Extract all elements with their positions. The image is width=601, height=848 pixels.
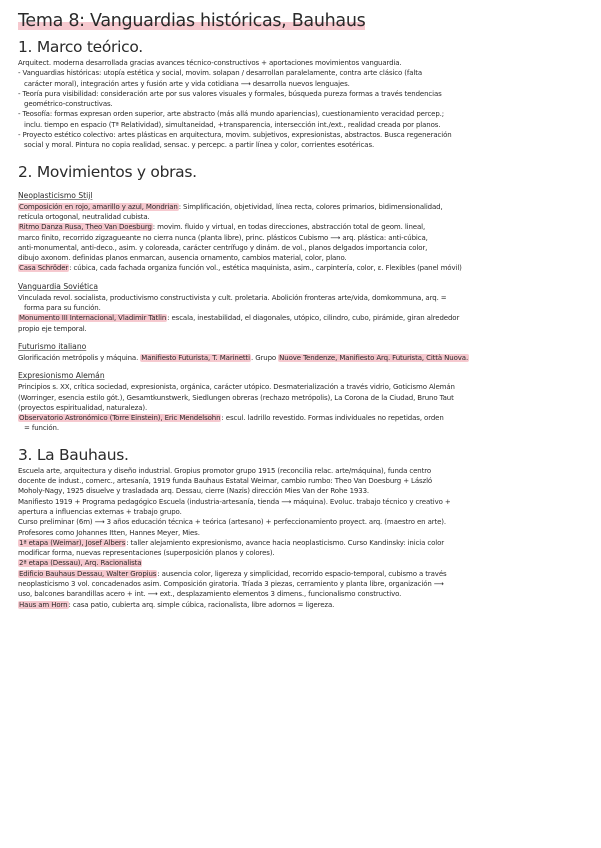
text-span: : escul. ladrillo revestido. Formas individuales no repetidas, orden — [221, 414, 444, 423]
highlighted-work: Nuove Tendenze, Manifiesto Arq. Futurista, Città Nuova. — [279, 353, 469, 362]
text-line: marco finito, recorrido zigzagueante no cierra nunca (planta libre), princ. plásticos Cubismo ⟶ arq. plástica: anti-cúbica, — [18, 233, 428, 242]
section-heading: 1. Marco teórico. — [18, 38, 143, 56]
text-line: = función. — [24, 424, 59, 433]
text-line: apertura a influencias externas + trabajo grupo. — [18, 507, 182, 516]
subheading-expresionismo: Expresionismo Alemán — [18, 371, 105, 381]
text-line — [18, 353, 585, 363]
text-span: : Simplificación, objetividad, línea recta, colores primarios, bidimensionalidad, — [178, 202, 443, 211]
text-line: Escuela arte, arquitectura y diseño industrial. Gropius promotor grupo 1915 (reconcilia relac. arte/máquina), funda centro — [18, 466, 432, 475]
text-line: propio eje temporal. — [18, 324, 87, 333]
highlighted-work: Manifiesto Futurista, T. Marinetti — [141, 353, 250, 362]
text-line: (proyectos espiritualidad, naturaleza). — [18, 403, 148, 412]
text-line: social y moral. Pintura no copia realidad, sensac. y percepc. a partir línea y color, corrientes esotéricas. — [24, 141, 375, 150]
text-line — [18, 263, 585, 273]
bullet-line: - Teoría pura visibilidad: consideración arte por sus valores visuales y formales, búsqueda pureza formas a través tendencias — [18, 89, 442, 98]
text-line: Moholy-Nagy, 1925 disuelve y trasladada arq. Dessau, cierre (Nazis) dirección Mies Van der Rohe 1933. — [18, 487, 370, 496]
text-span: : escala, inestabilidad, el diagonales, utópico, cilindro, cubo, pirámide, giran alrededor — [167, 314, 460, 323]
section-movimientos — [18, 163, 585, 434]
subheading-neoplasticismo: Neoplasticismo Stijl — [18, 190, 93, 200]
text-line — [18, 313, 585, 323]
highlighted-work: Haus am Horn — [19, 600, 68, 609]
text-line: Manifiesto 1919 + Programa pedagógico Escuela (industria-artesanía, tienda ⟶ máquina). Evoluc. trabajo técnico y creativo + — [18, 497, 451, 506]
bullet-line: - Proyecto estético colectivo: artes plásticas en arquitectura, movim. subjetivos, expresionistas, abstractos. Busca regeneración — [18, 131, 452, 140]
highlighted-work: Casa Schröder — [19, 264, 69, 273]
text-line: carácter moral), integración artes y fusión arte y vida cotidiana ⟶ desarrolla nuevos lenguajes. — [24, 79, 350, 88]
text-span: Glorificación metrópolis y máquina. — [18, 353, 139, 362]
text-line — [18, 413, 585, 423]
text-line — [18, 569, 585, 579]
section-heading: 2. Movimientos y obras. — [18, 162, 197, 181]
subheading-futurismo: Futurismo italiano — [18, 341, 87, 351]
highlighted-heading: 2ª etapa (Dessau), Arq. Racionalista — [19, 559, 142, 568]
section-marco-teorico — [18, 38, 585, 151]
text-span: : taller alejamiento expresionismo, avance hacia neoplasticismo. Curso Kandinsky: inicia color — [126, 538, 445, 547]
highlighted-work: Composición en rojo, amarillo y azul, Mondrian — [19, 202, 178, 211]
text-line: docente de indust., comerc., artesanía, 1919 funda Bauhaus Estatal Weimar, cambio rumbo: Theo Van Doesburg + László — [18, 477, 433, 486]
highlighted-work: Edificio Bauhaus Dessau, Walter Gropius — [19, 569, 157, 578]
text-line: Vinculada revol. socialista, productivismo constructivista y cult. proletaria. Abolición fronteras arte/vida, domkommuna, arq. = — [18, 293, 447, 302]
text-line: Arquitect. moderna desarrollada gracias avances técnico-constructivos + aportaciones movimientos vanguardia. — [18, 59, 402, 67]
text-span: : ausencia color, ligereza y simplicidad, recorrido espacio-temporal, cubismo a través — [157, 569, 447, 578]
text-span: . Grupo — [250, 353, 277, 362]
text-line: dibujo axonom. definidas planos enmarcan, ausencia ornamento, cambios material, color, plano. — [18, 254, 347, 263]
text-line: Curso preliminar (6m) ⟶ 3 años educación técnica + teórica (artesano) + perfeccionamiento proyect. arq. (maestro en arte). — [18, 518, 447, 527]
page-title: Tema 8: Vanguardias históricas, Bauhaus — [18, 11, 366, 31]
text-line — [18, 202, 585, 212]
text-line: uso, balcones barandillas acero + int. ⟶ ext., desplazamiento elementos 3 dimens., funcionalismo constructivo. — [18, 590, 402, 599]
text-line — [18, 222, 585, 232]
text-line: Principios s. XX, crítica sociedad, expresionista, orgánica, carácter utópico. Desmaterialización a través vidrio, Goticismo Alemán — [18, 383, 455, 392]
text-line: forma para su función. — [24, 304, 101, 313]
text-span: : casa patio, cubierta arq. simple cúbica, racionalista, libre adornos = ligereza. — [68, 600, 335, 609]
subheading-vanguardia-sovietica: Vanguardia Soviética — [18, 281, 99, 291]
text-line: (Worringer, esencia estilo gót.), Gesamtkunstwerk, Siedlungen obreras (rechazo metrópolis), La Corona de la Ciudad, Bruno Taut — [18, 393, 454, 402]
bullet-line: - Vanguardias históricas: utopía estética y social, movim. solapan / desarrollan paralelamente, contra arte clásico (falta — [18, 69, 422, 78]
text-line — [18, 558, 585, 568]
text-span: : movim. fluido y virtual, en todas direcciones, abstracción total de geom. lineal, — [152, 223, 426, 232]
highlighted-work: Ritmo Danza Rusa, Theo Van Doesburg — [19, 223, 152, 232]
text-span: : cúbica, cada fachada organiza función vol., estética maquinista, asim., carpintería, color, ε. Flexibles (panel móvil) — [69, 264, 462, 273]
bullet-line: - Teosofía: formas expresan orden superior, arte abstracto (más allá mundo apariencias), cuestionamiento veracidad percep.; — [18, 110, 445, 119]
text-line: retícula ortogonal, neutralidad cubista. — [18, 212, 150, 221]
highlighted-work: Observatorio Astronómico (Torre Einstein), Eric Mendelsohn — [19, 414, 221, 423]
section-heading: 3. La Bauhaus. — [18, 445, 129, 464]
text-line: geométrico-constructivas. — [24, 100, 113, 109]
text-line: modificar forma, nuevas representaciones (superposición planos y colores). — [18, 549, 275, 558]
text-line: anti-monumental, anti-deco., asim. y coloreada, carácter centrífugo y dinám. de vol., planos delgados importancia color, — [18, 243, 428, 252]
text-line: Profesores como Johannes Itten, Hannes Meyer, Mies. — [18, 528, 200, 537]
highlighted-work: Monumento III Internacional, Vladimir Tatlin — [19, 314, 167, 323]
text-line — [18, 538, 585, 548]
text-line — [18, 600, 585, 610]
section-bauhaus — [18, 446, 585, 610]
text-line: inclu. tiempo en espacio (Tª Relatividad), simultaneidad, +transparencia, intersección int./ext., realidad creada por planos. — [24, 120, 441, 129]
text-line: neoplasticismo 3 vol. concadenados asim. Composición giratoria. Tríada 3 piezas, cerramiento y planta libre, organización ⟶ — [18, 579, 444, 588]
highlighted-work: 1ª etapa (Weimar), Josef Albers — [19, 538, 126, 547]
